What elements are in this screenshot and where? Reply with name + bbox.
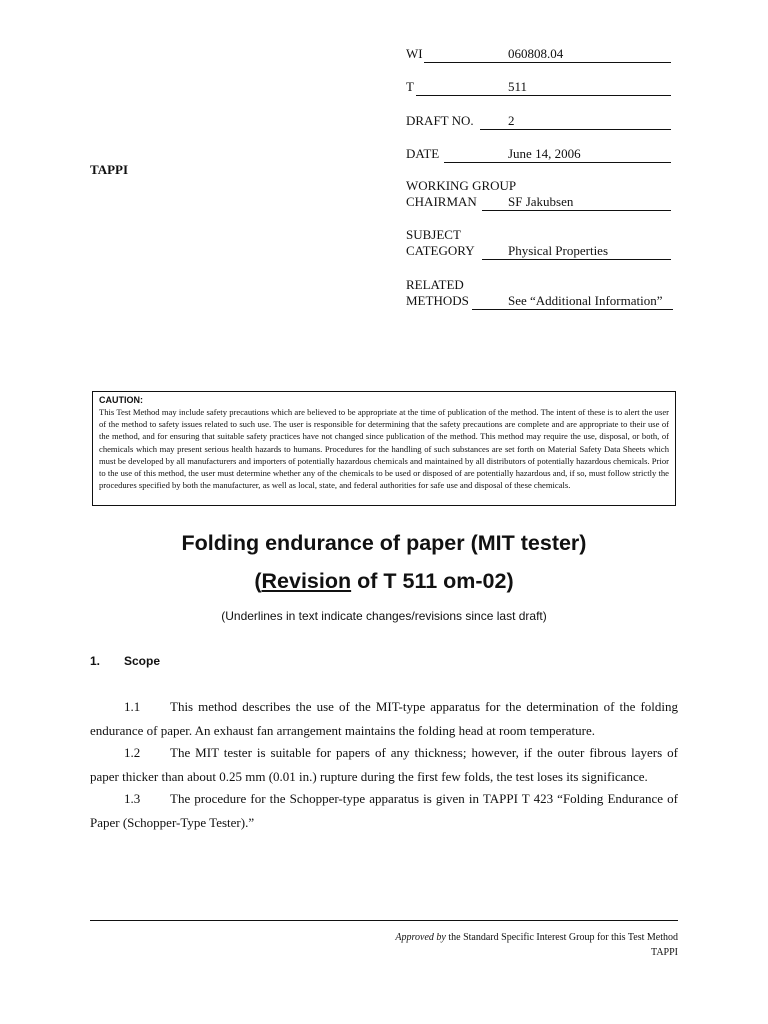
related-label-line1: RELATED xyxy=(406,277,464,292)
revision-underlined: Revision xyxy=(261,569,352,593)
header-working-group xyxy=(406,178,574,210)
paragraph-number: 1.3 xyxy=(124,791,141,806)
paragraph-text: The procedure for the Schopper-type apparatus is given in TAPPI T 423 “Folding Endurance of Paper (Schopper-Type Tester).” xyxy=(90,791,678,830)
footer-approval xyxy=(395,932,678,943)
related-value: See “Additional Information” xyxy=(508,293,663,308)
subject-label-line1: SUBJECT xyxy=(406,227,461,242)
paragraph-1-3 xyxy=(90,787,678,834)
subject-label-line2: CATEGORY xyxy=(406,243,475,258)
paragraph-1-2 xyxy=(90,741,678,788)
working-group-underline xyxy=(482,210,671,211)
header-subject xyxy=(406,227,609,259)
header-related xyxy=(406,277,663,309)
header-date xyxy=(406,146,581,162)
wi-label: WI xyxy=(406,46,423,61)
footer-approved-by: Approved by xyxy=(395,932,446,943)
paragraph-text: This method describes the use of the MIT-type apparatus for the determination of the folding endurance of paper. An exhaust fan arrangement maintains the folding head at room temperature. xyxy=(90,699,678,738)
footer-rule xyxy=(90,920,678,921)
t-underline xyxy=(416,95,671,96)
working-group-label-line1: WORKING GROUP xyxy=(406,178,517,193)
paragraph-text: The MIT tester is suitable for papers of any thickness; however, if the outer fibrous layers of paper thicker than about 0.25 mm (0.01 in.) rupture during the first few folds, the test loses its significance. xyxy=(90,745,678,784)
header-wi xyxy=(406,46,564,62)
subtitle-rest: of T 511 om-02) xyxy=(351,569,514,593)
footer-org: TAPPI xyxy=(651,947,678,958)
working-group-label-line2: CHAIRMAN xyxy=(406,194,477,209)
caution-box xyxy=(92,391,676,506)
draft-underline xyxy=(480,129,671,130)
section-title: Scope xyxy=(124,654,161,668)
document-subtitle xyxy=(0,569,768,594)
subject-value: Physical Properties xyxy=(508,243,609,258)
paragraph-1-1 xyxy=(90,695,678,742)
section-heading xyxy=(90,654,160,668)
paragraph-number: 1.1 xyxy=(124,699,141,714)
draft-value: 2 xyxy=(508,113,515,128)
related-underline xyxy=(472,309,673,310)
document-title: Folding endurance of paper (MIT tester) xyxy=(181,531,587,555)
working-group-value: SF Jakubsen xyxy=(508,194,574,209)
organization-name: TAPPI xyxy=(90,162,129,177)
draft-label: DRAFT NO. xyxy=(406,113,474,128)
header-draft xyxy=(406,113,515,129)
related-label-line2: METHODS xyxy=(406,293,469,308)
t-value: 511 xyxy=(508,79,528,94)
wi-underline xyxy=(424,62,671,63)
caution-title: CAUTION: xyxy=(99,395,143,405)
t-label: T xyxy=(406,79,414,94)
subtitle-open-paren: ( xyxy=(254,569,262,593)
wi-value: 060808.04 xyxy=(508,46,564,61)
subject-underline xyxy=(482,259,671,260)
header-t xyxy=(406,79,528,95)
date-value: June 14, 2006 xyxy=(508,146,581,161)
underline-note: (Underlines in text indicate changes/revisions since last draft) xyxy=(221,609,547,623)
paragraph-number: 1.2 xyxy=(124,745,141,760)
section-number: 1. xyxy=(90,654,101,668)
date-label: DATE xyxy=(406,146,440,161)
caution-text: This Test Method may include safety precautions which are believed to be appropriate at the time of publication of the method. The intent of these is to alert the user of the method to safety issues related to such use. The user is responsible for determining that the safety precautions are complete and are appropriate to their use of the method, and for ensuring that suitable safety practices have not changed since publication of the method. This method may require the use, disposal, or both, of chemicals which may present serious health hazards to humans. Procedures for the handling of such substances are set forth on Material Safety Data Sheets which must be developed by all manufacturers and importers of potentially hazardous chemicals and maintained by all distributors of potentially hazardous chemicals. Prior to the use of this method, the user must determine whether any of the chemicals to be used or disposed of are potentially hazardous and, if so, must follow strictly the procedures specified by both the manufacturer, as well as local, state, and federal authorities for safe use and disposal of these chemicals. xyxy=(99,407,669,491)
footer-approval-text: the Standard Specific Interest Group for this Test Method xyxy=(445,932,678,943)
date-underline xyxy=(444,162,671,163)
